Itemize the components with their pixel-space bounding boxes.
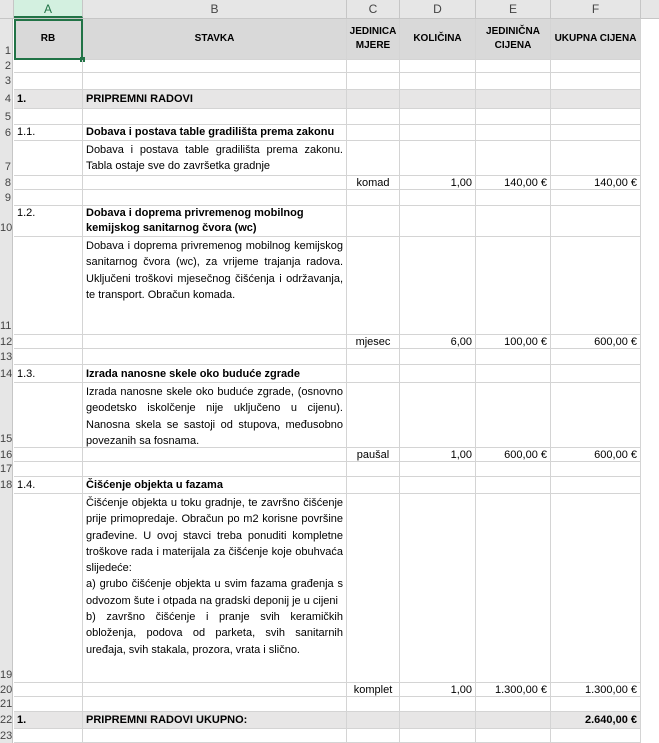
cell[interactable] [14,349,83,365]
cell[interactable] [14,683,83,697]
cell[interactable] [83,462,347,477]
row-number[interactable]: 10 [0,206,13,237]
cell[interactable] [83,176,347,190]
item-unit-price[interactable]: 140,00 € [476,176,551,190]
row-number[interactable]: 2 [0,60,13,73]
header-jed-cijena-line1: JEDINIČNA [486,26,540,37]
row-number[interactable]: 8 [0,176,13,190]
cell[interactable] [551,90,641,109]
empty-row [0,697,659,712]
item-total[interactable]: 140,00 € [551,176,641,190]
cell[interactable] [476,494,551,683]
cell[interactable] [400,365,476,383]
empty-row [0,349,659,365]
row-number[interactable]: 22 [0,712,13,729]
item-rb[interactable]: 1.3. [14,365,83,383]
column-header-e[interactable]: E [476,0,551,18]
item-values-row [0,335,659,349]
cell[interactable] [400,125,476,141]
cell[interactable] [400,237,476,335]
header-jedinica-line2: MJERE [355,40,391,51]
cell[interactable] [476,383,551,448]
cell[interactable] [83,448,347,462]
cell[interactable] [347,141,400,176]
item-quantity[interactable]: 6,00 [400,335,476,349]
item-description[interactable]: Dobava i doprema privremenog mobilnog kemijskog sanitarnog čvora (wc), za vrijeme trajanja radova. Uključeni troškovi mjesečnog čišćenja i održavanja, te transport. Obračun komada. [83,237,347,335]
row-number[interactable]: 6 [0,125,13,141]
cell[interactable] [14,494,83,683]
cell[interactable] [347,697,400,712]
cell[interactable] [400,60,476,73]
item-desc-row [0,383,659,448]
column-header-f[interactable]: F [551,0,641,18]
header-ukupna-cijena[interactable]: UKUPNA CIJENA [551,19,641,60]
cell[interactable] [14,141,83,176]
item-unit[interactable]: mjesec [347,335,400,349]
row-number[interactable]: 5 [0,109,13,125]
cell[interactable] [400,462,476,477]
cell[interactable] [14,109,83,125]
row-number[interactable]: 18 [0,477,13,494]
item-description[interactable]: Izrada nanosne skele oko buduće zgrade, (osnovno geodetsko iskolčenje nije uključeno u cijenu). Nanosna skela se sastoji od stupova, međusobno povezanih sa fosnama. [83,383,347,448]
cell[interactable] [14,448,83,462]
item-title[interactable]: Čišćenje objekta u fazama [83,477,347,494]
item-title[interactable]: Izrada nanosne skele oko buduće zgrade [83,365,347,383]
item-unit[interactable]: komplet [347,683,400,697]
cell[interactable] [476,697,551,712]
cell[interactable] [14,60,83,73]
table-header-row [0,19,659,60]
item-description-b: b) završno čišćenje i pranje svih keramičkih obloženja, podova od parketa, svih sanitarnih uređaja, svih stakala, prozora, vrata i slično. [86,611,343,656]
summary-total[interactable]: 2.640,00 € [551,712,641,729]
cell[interactable] [83,349,347,365]
row-number[interactable]: 20 [0,684,13,696]
item-description-main: Čišćenje objekta u toku gradnje, te završno čišćenje prije primopredaje. Obračun po m2 korisne površine građevine. U ovoj stavci treba ponuditi kompletne troškove rada i materijala za čišćenje koje obuhvaća slijedeće: [86,497,343,575]
cell[interactable] [551,729,641,743]
cell[interactable] [551,365,641,383]
row-number[interactable]: 9 [0,190,13,206]
cell[interactable] [83,109,347,125]
empty-row [0,462,659,477]
summary-row [0,712,659,729]
item-quantity[interactable]: 1,00 [400,683,476,697]
cell[interactable] [83,683,347,697]
cell[interactable] [347,190,400,206]
section-rb[interactable]: 1. [14,90,83,109]
cell[interactable] [347,60,400,73]
item-rb[interactable]: 1.1. [14,125,83,141]
cell[interactable] [347,462,400,477]
row-number[interactable]: 23 [0,730,13,742]
item-title-row [0,206,659,237]
cell[interactable] [400,90,476,109]
cell[interactable] [14,73,83,90]
item-values-row [0,683,659,697]
item-desc-row [0,237,659,335]
item-total[interactable]: 1.300,00 € [551,683,641,697]
item-desc-row [0,141,659,176]
cell[interactable] [551,141,641,176]
cell[interactable] [347,237,400,335]
column-header-bar [0,0,659,19]
cell[interactable] [476,60,551,73]
empty-row [0,73,659,90]
cell[interactable] [476,141,551,176]
empty-row [0,190,659,206]
cell[interactable] [476,206,551,237]
cell[interactable] [400,109,476,125]
cell[interactable] [83,335,347,349]
header-jedinicna-cijena[interactable] [476,19,551,60]
item-unit-price[interactable]: 100,00 € [476,335,551,349]
cell[interactable] [476,365,551,383]
cell[interactable] [347,729,400,743]
cell[interactable] [551,494,641,683]
item-rb[interactable]: 1.4. [14,477,83,494]
item-rb[interactable]: 1.2. [14,206,83,237]
empty-row [0,109,659,125]
item-title-row [0,365,659,383]
cell[interactable] [551,206,641,237]
row-number[interactable]: 11 [0,237,13,335]
cell[interactable] [14,697,83,712]
cell[interactable] [551,697,641,712]
empty-row [0,60,659,73]
cell[interactable] [400,383,476,448]
item-description[interactable] [83,494,347,683]
cell[interactable] [14,190,83,206]
cell[interactable] [400,190,476,206]
column-header-d[interactable]: D [400,0,476,18]
cell[interactable] [551,477,641,494]
cell[interactable] [14,176,83,190]
cell[interactable] [551,237,641,335]
cell[interactable] [400,477,476,494]
cell[interactable] [347,109,400,125]
cell[interactable] [476,237,551,335]
cell[interactable] [400,206,476,237]
cell[interactable] [347,494,400,683]
item-quantity[interactable]: 1,00 [400,448,476,462]
cell[interactable] [14,729,83,743]
item-total[interactable]: 600,00 € [551,335,641,349]
row-number[interactable]: 19 [0,494,13,683]
cell[interactable] [551,349,641,365]
row-number[interactable]: 1 [0,19,13,60]
cell[interactable] [347,477,400,494]
cell[interactable] [400,141,476,176]
cell[interactable] [476,73,551,90]
cell[interactable] [347,712,400,729]
column-header-b[interactable]: B [83,0,347,18]
item-description[interactable]: Dobava i postava table gradilišta prema zakonu. Tabla ostaje sve do završetka gradnje [83,141,347,176]
row-number[interactable]: 7 [0,141,13,176]
item-unit-price[interactable]: 1.300,00 € [476,683,551,697]
cell[interactable] [400,349,476,365]
header-jed-cijena-line2: CIJENA [494,40,532,51]
header-jedinica-mjere[interactable] [347,19,400,60]
row-number[interactable]: 3 [0,73,13,90]
cell[interactable] [400,494,476,683]
select-all-corner[interactable] [0,0,14,18]
cell[interactable] [83,73,347,90]
header-rb[interactable]: RB [14,19,83,60]
cell[interactable] [83,729,347,743]
section-row [0,90,659,109]
cell[interactable] [551,73,641,90]
cell[interactable] [551,383,641,448]
cell[interactable] [347,125,400,141]
row-number[interactable]: 13 [0,351,13,363]
cell[interactable] [14,462,83,477]
row-number[interactable]: 17 [0,463,13,475]
cell[interactable] [476,349,551,365]
row-number[interactable]: 12 [0,336,13,348]
cell[interactable] [551,462,641,477]
cell[interactable] [551,109,641,125]
cell[interactable] [476,477,551,494]
cell[interactable] [551,190,641,206]
item-unit[interactable]: paušal [347,448,400,462]
cell[interactable] [476,729,551,743]
row-number[interactable]: 4 [0,90,13,109]
row-number[interactable]: 16 [0,449,13,461]
cell[interactable] [347,349,400,365]
cell[interactable] [476,462,551,477]
cell[interactable] [551,60,641,73]
column-header-a[interactable]: A [14,0,83,18]
header-jedinica-line1: JEDINICA [349,26,397,37]
cell[interactable] [400,712,476,729]
item-title[interactable]: Dobava i postava table gradilišta prema zakonu [83,125,347,141]
column-header-c[interactable]: C [347,0,400,18]
item-unit[interactable]: komad [347,176,400,190]
cell[interactable] [400,73,476,90]
item-title-row [0,125,659,141]
cell[interactable] [14,335,83,349]
row-number[interactable]: 21 [0,698,13,710]
summary-rb[interactable]: 1. [14,712,83,729]
section-title[interactable]: PRIPREMNI RADOVI [83,90,347,109]
item-quantity[interactable]: 1,00 [400,176,476,190]
cell[interactable] [400,729,476,743]
item-values-row [0,448,659,462]
cell[interactable] [476,712,551,729]
row-number[interactable]: 14 [0,365,13,383]
header-kolicina[interactable]: KOLIČINA [400,19,476,60]
cell[interactable] [14,383,83,448]
item-title-row [0,477,659,494]
item-description-a: a) grubo čišćenje objekta u svim fazama građenja s odvozom šute i otpada na gradski deponij je u cijeni [86,578,343,607]
cell[interactable] [83,190,347,206]
row-number[interactable]: 15 [0,383,13,448]
cell[interactable] [347,383,400,448]
cell[interactable] [476,190,551,206]
item-title[interactable]: Dobava i doprema privremenog mobilnog kemijskog sanitarnog čvora (wc) [83,206,347,237]
item-unit-price[interactable]: 600,00 € [476,448,551,462]
cell[interactable] [83,60,347,73]
cell[interactable] [347,73,400,90]
cell[interactable] [476,90,551,109]
cell[interactable] [347,206,400,237]
item-values-row [0,176,659,190]
header-stavka[interactable]: STAVKA [83,19,347,60]
item-desc-row [0,494,659,683]
cell[interactable] [83,697,347,712]
cell[interactable] [476,109,551,125]
cell[interactable] [14,237,83,335]
cell[interactable] [347,365,400,383]
cell[interactable] [400,697,476,712]
empty-row [0,729,659,743]
item-total[interactable]: 600,00 € [551,448,641,462]
cell[interactable] [347,90,400,109]
cell[interactable] [551,125,641,141]
cell[interactable] [476,125,551,141]
summary-label[interactable]: PRIPREMNI RADOVI UKUPNO: [83,712,347,729]
